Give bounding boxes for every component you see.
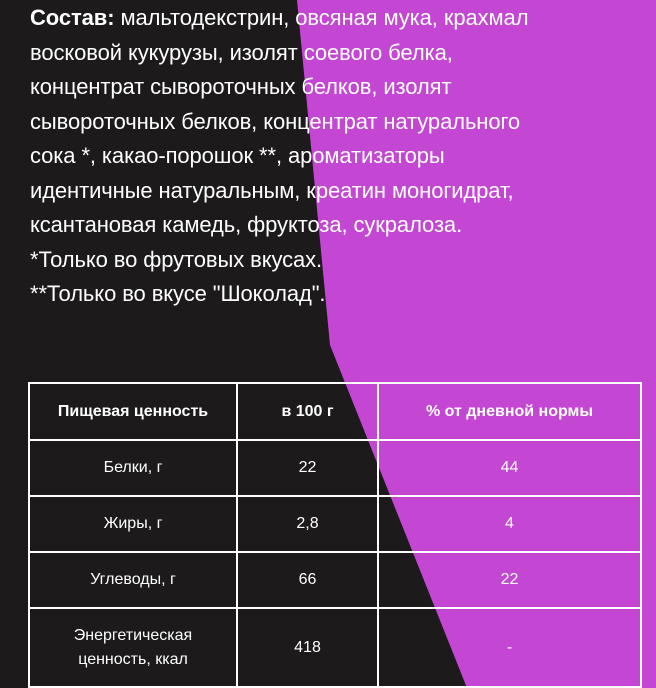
row-daily: - [378, 608, 641, 687]
composition-line: ксантановая камедь, фруктоза, сукралоза. [30, 212, 463, 237]
composition-line: концентрат сывороточных белков, изолят [30, 74, 452, 99]
row-per100: 66 [237, 552, 378, 608]
row-per100: 2,8 [237, 496, 378, 552]
composition-line: сывороточных белков, концентрат натурального [30, 108, 521, 134]
footnote-chocolate-flavor: **Только во вкусе "Шоколад". [30, 281, 326, 306]
table-row [29, 552, 641, 608]
row-name: Углеводы, г [29, 552, 237, 608]
composition-line: мальтодекстрин, овсяная мука, крахмал [120, 5, 529, 30]
composition-line: сока *, какао-порошок **, ароматизаторы [30, 143, 445, 168]
nutrition-table [28, 382, 642, 688]
row-name [29, 608, 237, 687]
composition-line: восковой кукурузы, изолят соевого белка, [30, 39, 453, 65]
table-header-row [29, 383, 641, 440]
header-daily-percent: % от дневной нормы [378, 383, 641, 440]
header-per-100g: в 100 г [237, 383, 378, 440]
row-daily: 4 [378, 496, 641, 552]
row-name-line: Энергетическая [73, 626, 193, 644]
row-name-line: ценность, ккал [78, 650, 188, 668]
table-row [29, 496, 641, 552]
row-daily: 22 [378, 552, 641, 608]
composition-line: идентичные натуральным, креатин моногидрат, [30, 177, 514, 203]
composition-label: Состав: [30, 5, 115, 30]
footnote-fruit-flavors: *Только во фрутовых вкусах. [30, 246, 323, 272]
header-nutrition-value: Пищевая ценность [29, 383, 237, 440]
row-daily: 44 [378, 440, 641, 496]
table-row [29, 440, 641, 496]
row-per100: 22 [237, 440, 378, 496]
composition-text [30, 1, 656, 312]
row-name: Белки, г [29, 440, 237, 496]
table-row [29, 608, 641, 687]
row-per100: 418 [237, 608, 378, 687]
row-name: Жиры, г [29, 496, 237, 552]
